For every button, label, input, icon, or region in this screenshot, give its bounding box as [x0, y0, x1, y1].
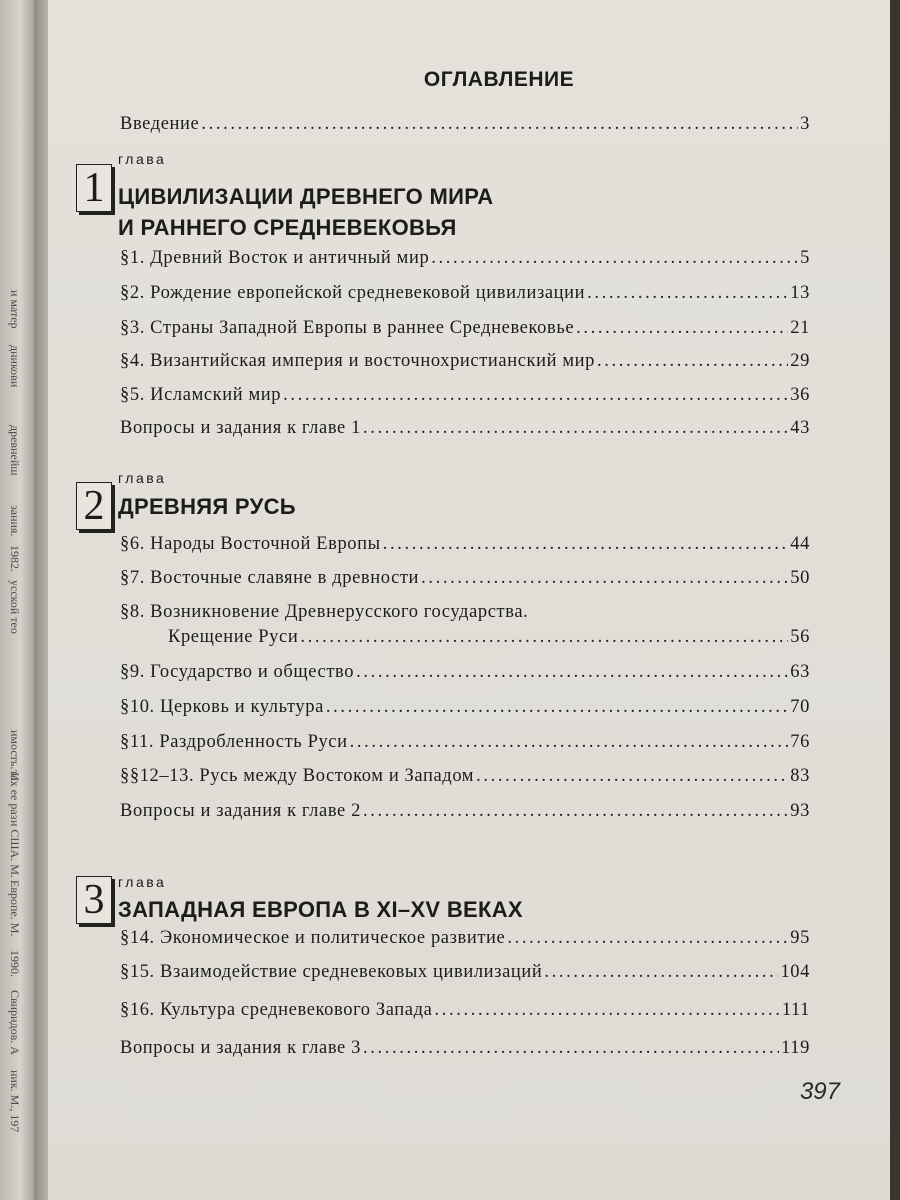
dot-leader — [597, 351, 788, 372]
chapter-number: 3 — [83, 877, 105, 923]
dot-leader — [587, 283, 788, 304]
chapter-number-box — [76, 482, 112, 530]
toc-page — [48, 0, 890, 1200]
dot-leader — [350, 732, 789, 753]
bleed-text: зания. — [8, 505, 22, 537]
chapter-word: глава — [118, 874, 167, 890]
toc-entry[interactable] — [120, 318, 810, 344]
entry-page: 29 — [790, 351, 810, 371]
dot-leader — [283, 385, 788, 406]
bleed-text: и США. М. — [8, 820, 22, 878]
dot-leader — [363, 801, 788, 822]
entry-page: 83 — [790, 766, 810, 786]
entry-label: §15. Взаимодействие средневековых цивилизаций — [120, 962, 543, 982]
bleed-text: 1982. — [8, 545, 22, 572]
toc-title: ОГЛАВЛЕНИЕ — [423, 68, 575, 91]
dot-leader — [326, 697, 788, 718]
toc-entry[interactable] — [120, 418, 810, 444]
toc-entry[interactable] — [120, 962, 810, 988]
entry-page: 76 — [790, 732, 810, 752]
dot-leader — [576, 318, 788, 339]
entry-page: 36 — [790, 385, 810, 405]
entry-label: Введение — [120, 114, 200, 134]
chapter-title — [118, 491, 296, 522]
toc-entry[interactable] — [168, 627, 810, 653]
entry-page: 70 — [790, 697, 810, 717]
entry-label: Вопросы и задания к главе 3 — [120, 1038, 361, 1058]
entry-page: 43 — [790, 418, 810, 438]
dot-leader — [356, 662, 788, 683]
toc-entry[interactable] — [120, 248, 810, 274]
entry-page: 13 — [790, 283, 810, 303]
chapter-title — [118, 894, 523, 925]
dot-leader — [421, 568, 788, 589]
entry-page: 5 — [800, 248, 810, 268]
entry-label: Вопросы и задания к главе 2 — [120, 801, 361, 821]
toc-entry[interactable] — [120, 928, 810, 954]
chapter-title-line: ЗАПАДНАЯ ЕВРОПА В XI–XV ВЕКАХ — [118, 897, 523, 922]
entry-label: §9. Государство и общество — [120, 662, 355, 682]
entry-label: §16. Культура средневекового Запада — [120, 1000, 433, 1020]
dot-leader — [431, 248, 798, 269]
bleed-text: и матер — [8, 290, 22, 329]
bleed-text: имость. И. — [8, 730, 22, 785]
toc-entry[interactable] — [120, 351, 810, 377]
entry-page: 56 — [790, 627, 810, 647]
adjacent-page-edge — [0, 0, 34, 1200]
entry-label: §4. Византийская империя и восточнохристианский мир — [120, 351, 596, 371]
book-cover-edge — [890, 0, 900, 1200]
bleed-text: 1990. — [8, 950, 22, 977]
dot-leader — [476, 766, 788, 787]
chapter-title-line: ДРЕВНЯЯ РУСЬ — [118, 494, 296, 519]
dot-leader — [300, 627, 788, 648]
chapter-number: 1 — [83, 165, 105, 211]
chapter-title — [118, 181, 493, 243]
bleed-text: ник. М., 197 — [8, 1070, 22, 1133]
chapter-title-line: ЦИВИЛИЗАЦИИ ДРЕВНЕГО МИРА — [118, 184, 494, 209]
entry-page: 63 — [790, 662, 810, 682]
entry-label[interactable]: §8. Возникновение Древнерусского государства. — [120, 602, 529, 622]
bleed-text: Свиридов. А — [8, 990, 22, 1055]
entry-label: §§12–13. Русь между Востоком и Западом — [120, 766, 475, 786]
entry-label: §6. Народы Восточной Европы — [120, 534, 381, 554]
toc-entry[interactable] — [120, 662, 810, 688]
toc-entry[interactable] — [120, 283, 810, 309]
entry-label: §11. Раздробленность Руси — [120, 732, 348, 752]
bleed-text: тах ее раз — [8, 770, 22, 820]
entry-label-continued: Крещение Руси — [168, 627, 299, 647]
entry-page: 104 — [780, 962, 810, 982]
chapter-number-box — [76, 876, 112, 924]
entry-page: 50 — [790, 568, 810, 588]
dot-leader — [201, 114, 798, 135]
toc-entry-intro[interactable] — [120, 114, 810, 140]
book-gutter — [34, 0, 48, 1200]
bleed-text: древнейш — [8, 425, 22, 476]
entry-label: §14. Экономическое и политическое развитие — [120, 928, 506, 948]
entry-label: §2. Рождение европейской средневековой цивилизации — [120, 283, 586, 303]
bleed-text: усской тео — [8, 580, 22, 634]
entry-page: 3 — [800, 114, 810, 134]
entry-label: §5. Исламский мир — [120, 385, 282, 405]
toc-entry[interactable] — [120, 1000, 810, 1026]
entry-page: 93 — [790, 801, 810, 821]
toc-entry[interactable] — [120, 385, 810, 411]
page-number: 397 — [799, 1078, 840, 1105]
entry-label: §1. Древний Восток и античный мир — [120, 248, 430, 268]
chapter-word: глава — [118, 151, 167, 167]
toc-entry[interactable] — [120, 1038, 810, 1064]
entry-label: §10. Церковь и культура — [120, 697, 324, 717]
toc-entry[interactable] — [120, 534, 810, 560]
toc-entry[interactable] — [120, 568, 810, 594]
toc-entry[interactable] — [120, 732, 810, 758]
dot-leader — [363, 418, 788, 439]
chapter-word: глава — [118, 470, 167, 486]
chapter-number: 2 — [83, 483, 105, 529]
entry-page: 111 — [781, 1000, 810, 1020]
dot-leader — [434, 1000, 779, 1021]
entry-page: 21 — [790, 318, 810, 338]
toc-entry[interactable] — [120, 766, 810, 792]
bleed-text: Европе. М. — [8, 880, 22, 937]
chapter-title-line: И РАННЕГО СРЕДНЕВЕКОВЬЯ — [118, 215, 457, 240]
entry-page: 119 — [781, 1038, 810, 1058]
entry-page: 44 — [790, 534, 810, 554]
dot-leader — [544, 962, 778, 983]
chapter-number-box — [76, 164, 112, 212]
bleed-text: дникови — [8, 345, 22, 388]
entry-page: 95 — [790, 928, 810, 948]
entry-label: Вопросы и задания к главе 1 — [120, 418, 361, 438]
toc-entry[interactable] — [120, 801, 810, 827]
toc-entry[interactable] — [120, 697, 810, 723]
dot-leader — [383, 534, 789, 555]
entry-label: §7. Восточные славяне в древности — [120, 568, 420, 588]
dot-leader — [363, 1038, 779, 1059]
entry-label: §3. Страны Западной Европы в раннее Средневековье — [120, 318, 575, 338]
dot-leader — [507, 928, 788, 949]
